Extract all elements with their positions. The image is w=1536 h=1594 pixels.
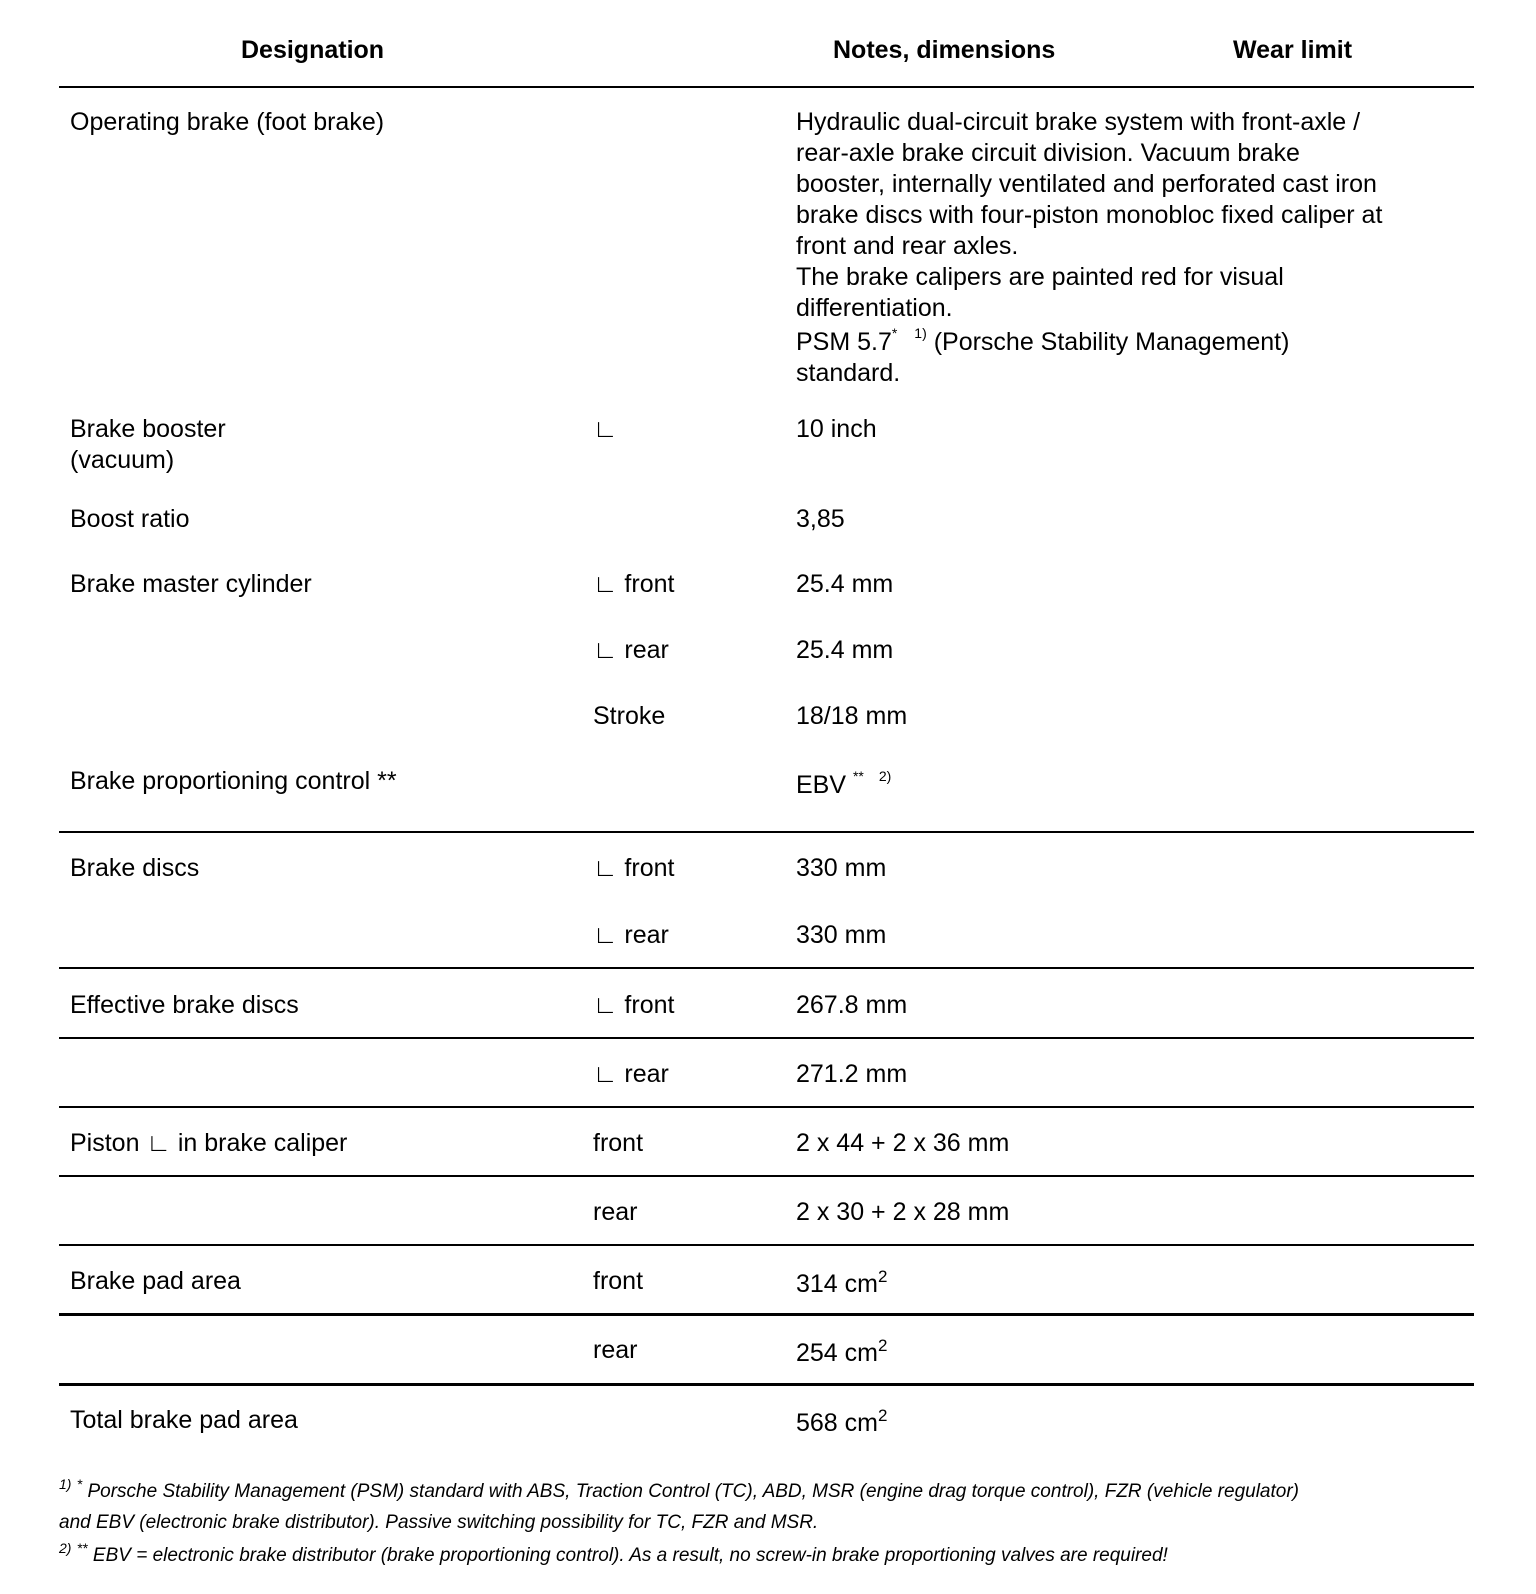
description-line: front and rear axles.	[796, 232, 1019, 260]
operating-brake-label: Operating brake (foot brake)	[70, 108, 385, 136]
row-rule	[59, 1106, 1474, 1108]
total-pad-cell	[796, 1408, 887, 1439]
pad-area-rear-sub: rear	[593, 1336, 638, 1364]
footnote-2	[59, 1540, 1168, 1571]
piston-front-value: 2 x 44 + 2 x 36 mm	[796, 1129, 1010, 1157]
total-pad-label: Total brake pad area	[70, 1406, 298, 1434]
brake-booster-value: 10 inch	[796, 415, 877, 443]
unit-exponent: 2	[877, 1336, 888, 1355]
row-rule	[59, 1037, 1474, 1039]
header-wear-limit: Wear limit	[1233, 36, 1353, 64]
description-line: differentiation.	[796, 294, 953, 322]
footnote-1-text: Porsche Stability Management (PSM) standard with ABS, Traction Control (TC), ABD, MSR (engine drag torque control), FZR (vehicle regulator)	[87, 1481, 1299, 1502]
footnote-2-text: EBV = electronic brake distributor (brake proportioning control). As a result, no screw-in brake proportioning valves are required!	[92, 1545, 1168, 1566]
row-rule	[59, 1175, 1474, 1177]
pad-area-rear-cell	[796, 1338, 887, 1369]
piston-rear-value: 2 x 30 + 2 x 28 mm	[796, 1198, 1010, 1226]
master-cylinder-front-value: 25.4 mm	[796, 570, 894, 598]
pad-area-front-value: 314 cm	[796, 1270, 878, 1298]
row-rule	[59, 1244, 1474, 1246]
row-rule	[59, 1383, 1474, 1386]
master-cylinder-stroke-value: 18/18 mm	[796, 702, 908, 730]
description-line: rear-axle brake circuit division. Vacuum brake	[796, 139, 1300, 167]
piston-rear-sub: rear	[593, 1198, 638, 1226]
unit-exponent: 2	[877, 1267, 888, 1286]
pad-area-front-sub: front	[593, 1267, 644, 1295]
brake-discs-rear-sub: ∟ rear	[593, 921, 669, 949]
brake-discs-rear-value: 330 mm	[796, 921, 887, 949]
brake-booster-label-2: (vacuum)	[70, 446, 175, 474]
effective-discs-front-value: 267.8 mm	[796, 991, 908, 1019]
pad-area-rear-value: 254 cm	[796, 1339, 878, 1367]
header-notes: Notes, dimensions	[833, 36, 1056, 64]
footnote-1-line-2: and EBV (electronic brake distributor). Passive switching possibility for TC, FZR and MSR.	[59, 1512, 819, 1533]
master-cylinder-rear-sub: ∟ rear	[593, 636, 669, 664]
description-line: brake discs with four-piston monobloc fixed caliper at	[796, 201, 1383, 229]
master-cylinder-rear-value: 25.4 mm	[796, 636, 894, 664]
psm-star: *	[891, 325, 898, 341]
header-designation: Designation	[241, 36, 385, 64]
master-cylinder-front-sub: ∟ front	[593, 570, 675, 598]
proportioning-value-cell	[796, 770, 891, 801]
effective-discs-rear-sub: ∟ rear	[593, 1060, 669, 1088]
master-cylinder-label: Brake master cylinder	[70, 570, 312, 598]
brake-discs-front-sub: ∟ front	[593, 854, 675, 882]
description-line: The brake calipers are painted red for visual	[796, 263, 1284, 291]
footnote-1-line-1	[59, 1476, 1299, 1507]
description-line: Hydraulic dual-circuit brake system with front-axle /	[796, 108, 1361, 136]
unit-exponent: 2	[877, 1406, 888, 1425]
row-rule	[59, 1313, 1474, 1316]
pad-area-label: Brake pad area	[70, 1267, 241, 1295]
effective-discs-label: Effective brake discs	[70, 991, 299, 1019]
psm-line	[796, 327, 1466, 358]
row-rule	[59, 831, 1474, 833]
piston-label: Piston ∟ in brake caliper	[70, 1129, 348, 1157]
psm-footnote-ref: 1)	[914, 325, 927, 341]
master-cylinder-stroke-sub: Stroke	[593, 702, 666, 730]
piston-front-sub: front	[593, 1129, 644, 1157]
proportioning-footnote-ref: 2)	[878, 768, 892, 784]
footnote-1-mark: 1)	[59, 1476, 72, 1492]
boost-ratio-value: 3,85	[796, 505, 845, 533]
brake-discs-front-value: 330 mm	[796, 854, 887, 882]
proportioning-star: **	[852, 768, 864, 784]
row-rule	[59, 967, 1474, 969]
psm-end: standard.	[796, 359, 901, 387]
header-rule	[59, 86, 1474, 88]
brake-booster-label: Brake booster	[70, 415, 226, 443]
psm-text: PSM 5.7	[796, 328, 892, 356]
proportioning-value: EBV	[796, 771, 847, 799]
brake-booster-sub: ∟	[593, 415, 618, 443]
footnote-2-star: **	[76, 1540, 88, 1556]
description-line: booster, internally ventilated and perforated cast iron	[796, 170, 1377, 198]
pad-area-front-cell	[796, 1269, 887, 1300]
boost-ratio-label: Boost ratio	[70, 505, 190, 533]
footnote-1-star: *	[76, 1476, 83, 1492]
proportioning-label: Brake proportioning control **	[70, 767, 397, 795]
brake-discs-label: Brake discs	[70, 854, 200, 882]
effective-discs-front-sub: ∟ front	[593, 991, 675, 1019]
psm-rest: (Porsche Stability Management)	[933, 328, 1290, 356]
effective-discs-rear-value: 271.2 mm	[796, 1060, 908, 1088]
operating-brake-description	[796, 107, 1466, 389]
footnote-2-mark: 2)	[59, 1540, 72, 1556]
total-pad-value: 568 cm	[796, 1409, 878, 1437]
